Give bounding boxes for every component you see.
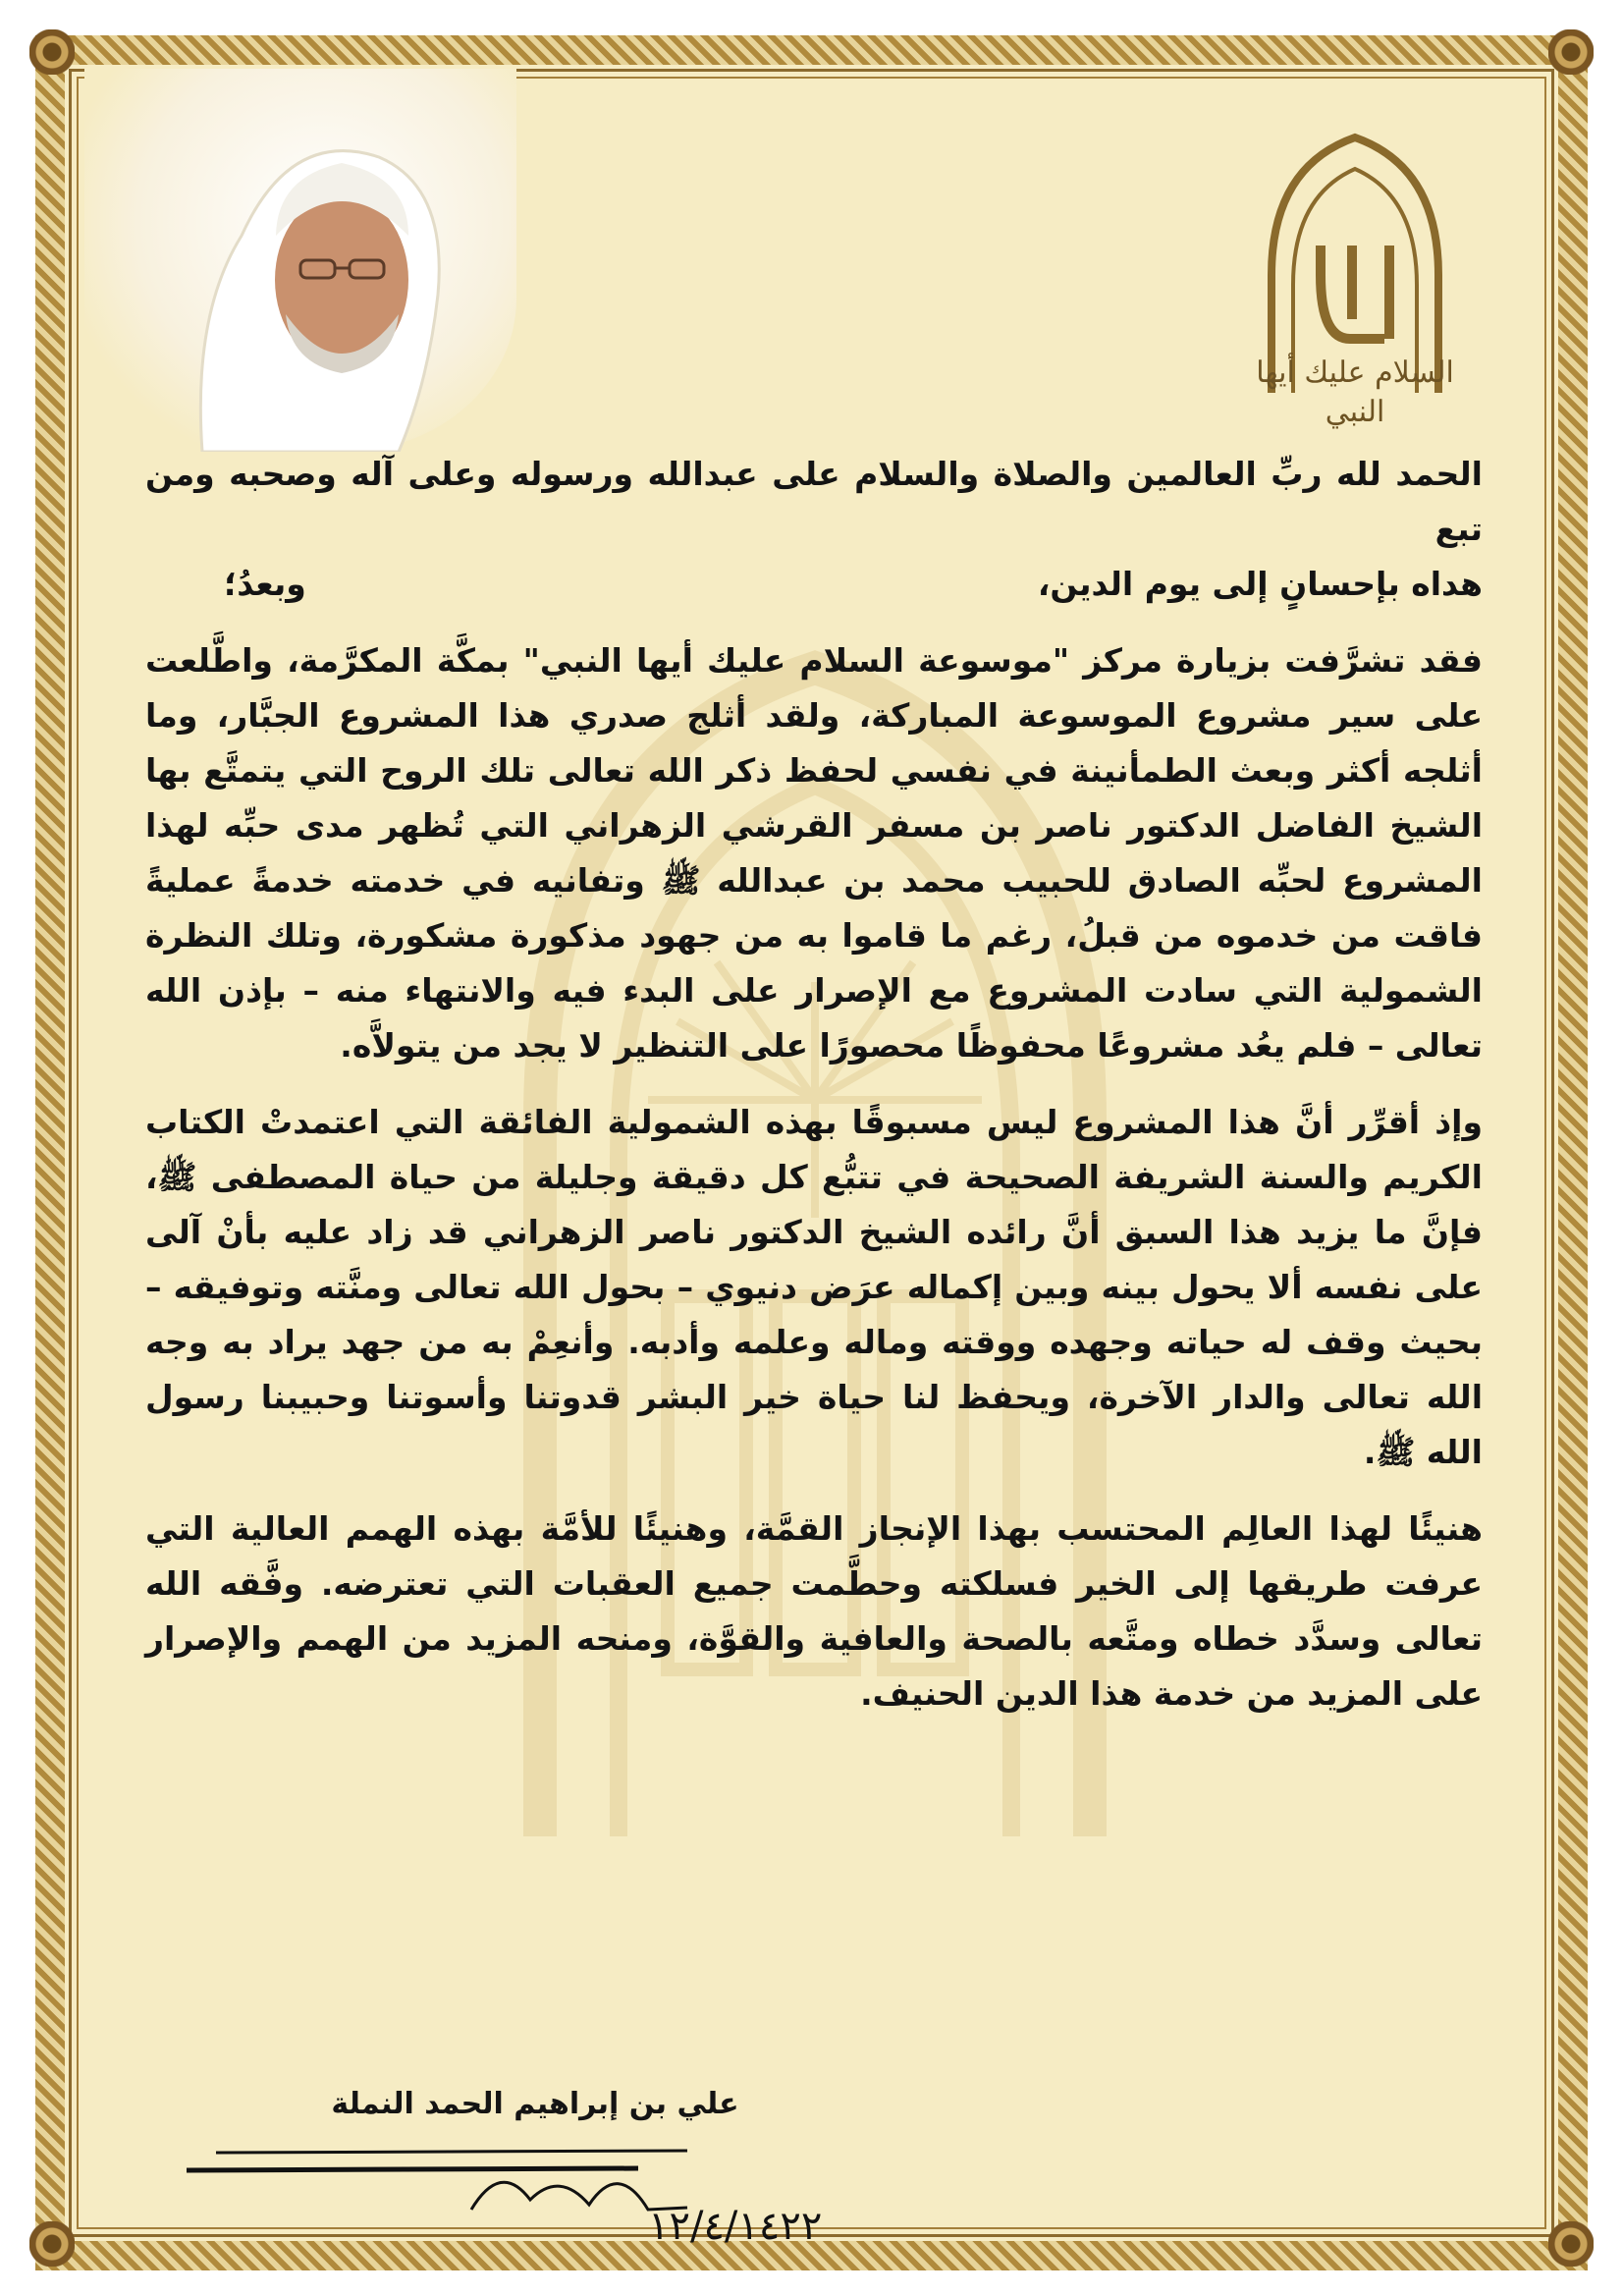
wa-bad: وبعدُ؛: [224, 565, 306, 603]
signature-date: ١٢/٤/١٤٢٢: [648, 2204, 823, 2249]
signatory-name: علي بن إبراهيم الحمد النملة: [331, 2087, 739, 2121]
paragraph-3: هنيئًا لهذا العالِم المحتسب بهذا الإنجاز القمَّة، وهنيئًا للأمَّة بهذه الهمم العالية التي عرفت طريقها إلى الخير فسلكته وحطَّمت جميع العقبات التي تعترضه. وفَّقه الله تعالى وسدَّد خطاه ومتَّعه بالصحة والعافية والقوَّة، ومنحه المزيد من الهمم والإصرار على المزيد من خدمة هذا الدين الحنيف.: [145, 1509, 1483, 1713]
logo-caption: السلام عليك أيها النبي: [1256, 355, 1454, 429]
letter-body: [145, 447, 1483, 1743]
author-portrait: [84, 69, 516, 452]
corner-ornament-top-right: [1548, 29, 1594, 75]
handwritten-signature: [177, 2131, 844, 2249]
corner-ornament-bottom-right: [1548, 2221, 1594, 2267]
paragraph-2: وإذ أقرِّر أنَّ هذا المشروع ليس مسبوقًا بهذه الشمولية الفائقة التي اعتمدتْ الكتاب الكريم والسنة الشريفة الصحيحة في تتبُّع كل دقيقة وجليلة من حياة المصطفى ﷺ، فإنَّ ما يزيد هذا السبق أنَّ رائده الشيخ الدكتور ناصر الزهراني قد زاد عليه بأنْ آلى على نفسه ألا يحول بينه وبين إكماله عرَض دنيوي – بحول الله تعالى ومنَّته وتوفيقه – بحيث وقف له حياته وجهده ووقته وماله وعلمه وأدبه. وأنعِمْ به من جهد يراد به وجه الله تعالى والدار الآخرة، ويحفظ لنا حياة خير البشر قدوتنا وأسوتنا وحبيبنا رسول الله ﷺ.: [145, 1103, 1483, 1471]
corner-ornament-bottom-left: [29, 2221, 75, 2267]
corner-ornament-top-left: [29, 29, 75, 75]
opening-end: هداه بإحسانٍ إلى يوم الدين،: [1037, 565, 1483, 603]
opening-line: الحمد لله ربِّ العالمين والصلاة والسلام على عبدالله ورسوله وعلى آله وصحبه ومن تبع: [145, 455, 1483, 548]
paragraph-1: فقد تشرَّفت بزيارة مركز "موسوعة السلام عليك أيها النبي" بمكَّة المكرَّمة، واطَّلعت على سير مشروع الموسوعة المباركة، ولقد أثلج صدري هذا المشروع الجبَّار، وما أثلجه أكثر وبعث الطمأنينة في نفسي لحفظ ذكر الله تعالى تلك الروح التي يتمتَّع بها الشيخ الفاضل الدكتور ناصر بن مسفر القرشي الزهراني التي تُظهر مدى حبِّه لهذا المشروع لحبِّه الصادق للحبيب محمد بن عبدالله ﷺ وتفانيه في خدمته خدمةً عمليةً فاقت من خدموه من قبلُ، رغم ما قاموا به من جهود مذكورة مشكورة، وتلك النظرة الشمولية التي سادت المشروع مع الإصرار على البدء فيه والانتهاء منه – بإذن الله تعالى – فلم يعُد مشروعًا محفوظًا محصورًا على التنظير لا يجد من يتولاَّه.: [145, 641, 1483, 1065]
opening-end-row: [145, 557, 1483, 612]
portrait-figure: [84, 69, 516, 452]
